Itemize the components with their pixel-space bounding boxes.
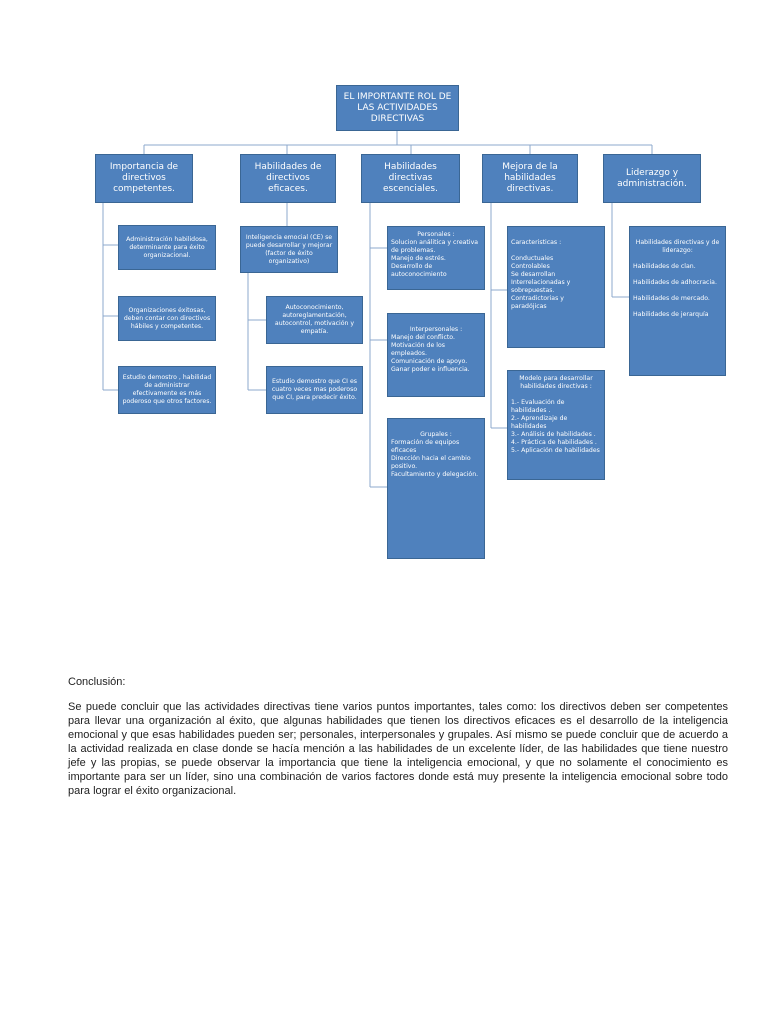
group-item: 4.- Práctica de habilidades . [511, 439, 597, 446]
group-item: Facultamiento y delegación. [391, 471, 479, 478]
group-item: Habilidades de jerarquía [633, 311, 709, 318]
branch-header-mejora [482, 154, 578, 203]
group-item: Interrelacionadas y sobrepuestas. [511, 279, 571, 294]
group-item: Habilidades de mercado. [633, 295, 710, 302]
branch-header-habilidades-eficaces [240, 154, 336, 203]
branch-header-importancia [95, 154, 193, 203]
group-personales [387, 226, 485, 290]
branch-header-habilidades-escenciales [361, 154, 460, 203]
branch-title: Mejora de la habilidades directivas. [502, 162, 558, 194]
group-heading: Habilidades directivas y de liderazgo: [635, 239, 720, 254]
branch-header-liderazgo [603, 154, 701, 203]
group-heading: Caracteristicas : [511, 239, 562, 246]
leaf-node [118, 366, 216, 414]
leaf-text: Estudio demostro que CI es cuatro veces mas poderoso que CI, para predecir éxito. [271, 378, 358, 401]
branch-title: Habilidades de directivos eficaces. [254, 162, 322, 194]
group-item: 5.- Aplicación de habilidades [511, 447, 600, 454]
leaf-text: Autoconocimiento, autoreglamentación, autocontrol, motivación y empatía. [274, 304, 355, 335]
conclusion-section [68, 676, 728, 798]
group-item: Se desarrollan [511, 271, 556, 278]
group-item: Motivación de los empleados. [391, 342, 445, 357]
group-liderazgo [629, 226, 726, 376]
group-interpersonales [387, 313, 485, 397]
group-item: Ganar poder e influencia. [391, 366, 470, 373]
group-heading: Interpersonales : [409, 326, 463, 333]
leaf-text: Administración habilidosa, determinante para éxito organizacional. [126, 235, 208, 259]
group-item: Comunicación de apoyo. [391, 358, 468, 365]
group-heading: Modelo para desarrollar habilidades directivas : [519, 375, 593, 390]
group-item: Desarrollo de autoconocimiento [391, 263, 447, 278]
group-item: Solucion análitica y creativa de problemas. [391, 239, 479, 254]
leaf-node [240, 226, 338, 273]
group-item: Formación de equipos eficaces [391, 439, 460, 454]
leaf-text: Inteligencia emocial (CE) se puede desarrollar y mejorar (factor de éxito organizativo) [245, 233, 333, 265]
branch-title: Importancia de directivos competentes. [109, 162, 179, 194]
group-grupales [387, 418, 485, 559]
root-title: EL IMPORTANTE ROL DE LAS ACTIVIDADES DIRECTIVAS [343, 91, 452, 124]
group-caracteristicas [507, 226, 605, 348]
conclusion-title: Conclusión: [68, 676, 126, 688]
group-item: Habilidades de adhocracia. [633, 279, 717, 286]
leaf-node [118, 296, 216, 341]
group-item: Habilidades de clan. [633, 263, 696, 270]
branch-title: Liderazgo y administración. [617, 167, 687, 189]
group-item: 2.- Aprendizaje de habilidades [511, 415, 568, 430]
group-item: Dirección hacia el cambio positivo. [391, 455, 471, 470]
group-item: 3.- Análisis de habilidades . [511, 431, 596, 438]
group-item: Controlables [511, 263, 550, 270]
conclusion-text: Se puede concluir que las actividades directivas tiene varios puntos importantes, tales como: los directivos deben ser competentes para llevar una organización al éxito, que algunas habilidades que tienen los directivos eficaces es el desarrollo de la inteligencia emocional y que esas habilidades pueden ser; personales, interpersonales y grupales. Así mismo se puede concluir que de acuerdo a la actividad realizada en clase donde se hacía mención a las habilidades de un excelente líder, de las habilidades que tiene nuestro jefe y las propias, se puede observar la importancia que tiene la inteligencia emocional, y que no solamente el conocimiento es importante para ser un líder, sino una combinación de varios factores donde está muy presente la inteligencia emocional sobre todo para lograr el éxito organizacional. [68, 701, 728, 797]
group-item: Conductuales [511, 255, 554, 262]
group-heading: Personales : [417, 231, 455, 238]
leaf-node [118, 225, 216, 270]
branch-title: Habilidades directivas escenciales. [383, 162, 438, 194]
leaf-text: Organizaciones éxitosas, deben contar con directivos hábiles y competentes. [123, 306, 211, 330]
group-modelo [507, 370, 605, 480]
leaf-node [266, 296, 363, 344]
leaf-text: Estudio demostro , habilidad de administrar efectivamente es más poderoso que otros factores. [122, 374, 212, 405]
root-node [336, 85, 459, 131]
group-heading: Grupales : [420, 431, 452, 438]
group-item: Manejo de estrés. [391, 255, 446, 262]
leaf-node [266, 366, 363, 414]
group-item: 1.- Evaluación de habilidades . [511, 399, 565, 414]
group-item: Contradictorias y paradójicas [511, 295, 564, 310]
group-item: Manejo del conflicto. [391, 334, 455, 341]
